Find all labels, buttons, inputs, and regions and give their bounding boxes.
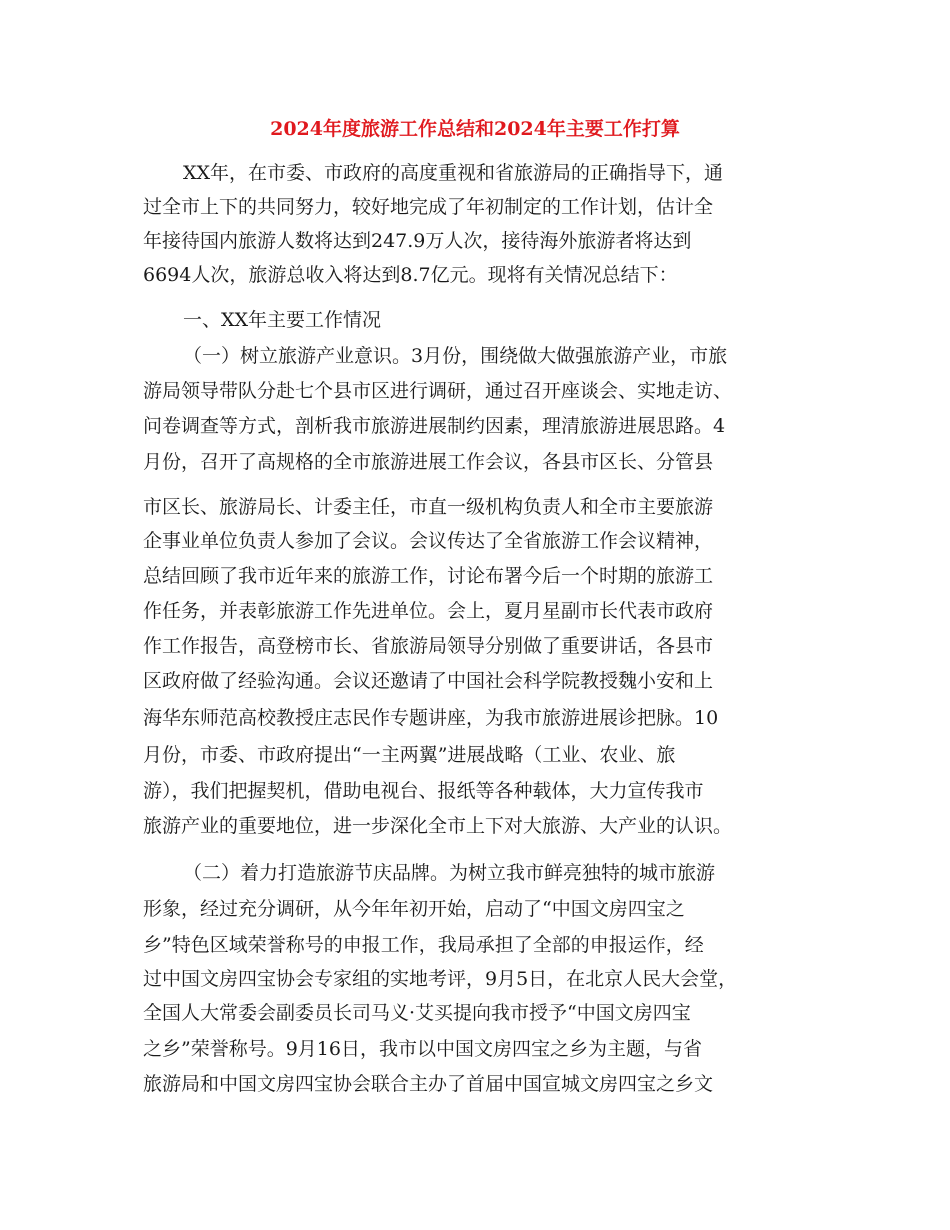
paragraph-line: 旅游产业的重要地位，进一步深化全市上下对大旅游、大产业的认识。 — [143, 815, 733, 837]
paragraph-line: 乡”特色区域荣誉称号的申报工作，我局承担了全部的申报运作，经 — [143, 934, 704, 956]
paragraph-line: （一）树立旅游产业意识。3月份，围绕做大做强旅游产业，市旅 — [183, 345, 728, 367]
paragraph-line: 问卷调查等方式，剖析我市旅游进展制约因素，理清旅游进展思路。4 — [143, 415, 726, 437]
paragraph-line: 游），我们把握契机，借助电视台、报纸等各种载体，大力宣传我市 — [143, 780, 704, 802]
paragraph-line: 海华东师范高校教授庄志民作专题讲座，为我市旅游进展诊把脉。10 — [143, 707, 719, 729]
paragraph-line: 全国人大常委会副委员长司马义·艾买提向我市授予“中国文房四宝 — [143, 1002, 691, 1024]
paragraph-line: 市区长、旅游局长、计委主任，市直一级机构负责人和全市主要旅游 — [143, 496, 714, 518]
paragraph-line: 6694人次，旅游总收入将达到8.7亿元。现将有关情况总结下： — [143, 264, 678, 286]
paragraph-line: 作工作报告，高登榜市长、省旅游局领导分别做了重要讲话，各县市 — [143, 635, 714, 657]
document-title: 2024年度旅游工作总结和2024年主要工作打算 — [270, 118, 680, 140]
paragraph-line: 形象，经过充分调研，从今年年初开始，启动了“中国文房四宝之 — [143, 898, 685, 920]
paragraph-line: 企事业单位负责人参加了会议。会议传达了全省旅游工作会议精神， — [143, 530, 714, 552]
paragraph-line: （二）着力打造旅游节庆品牌。为树立我市鲜亮独特的城市旅游 — [183, 862, 716, 884]
paragraph-line: 月份，召开了高规格的全市旅游进展工作会议，各县市区长、分管县 — [143, 451, 714, 473]
paragraph-line: 过中国文房四宝协会专家组的实地考评，9月5日，在北京人民大会堂， — [143, 968, 738, 990]
paragraph-line: 作任务，并表彰旅游工作先进单位。会上，夏月星副市长代表市政府 — [143, 600, 714, 622]
paragraph-line: 月份，市委、市政府提出“一主两翼”进展战略（工业、农业、旅 — [143, 744, 676, 766]
paragraph-line: 区政府做了经验沟通。会议还邀请了中国社会科学院教授魏小安和上 — [143, 670, 714, 692]
paragraph-line: 游局领导带队分赴七个县市区进行调研，通过召开座谈会、实地走访、 — [143, 380, 733, 402]
section-heading: 一、XX年主要工作情况 — [183, 309, 382, 331]
paragraph-line: 之乡”荣誉称号。9月16日，我市以中国文房四宝之乡为主题，与省 — [143, 1038, 702, 1060]
paragraph-line: 旅游局和中国文房四宝协会联合主办了首届中国宣城文房四宝之乡文 — [143, 1073, 714, 1095]
paragraph-line: XX年，在市委、市政府的高度重视和省旅游局的正确指导下，通 — [183, 162, 724, 184]
paragraph-line: 总结回顾了我市近年来的旅游工作，讨论布署今后一个时期的旅游工 — [143, 565, 714, 587]
paragraph-line: 过全市上下的共同努力，较好地完成了年初制定的工作计划，估计全 — [143, 196, 714, 218]
paragraph-line: 年接待国内旅游人数将达到247.9万人次，接待海外旅游者将达到 — [143, 230, 692, 252]
